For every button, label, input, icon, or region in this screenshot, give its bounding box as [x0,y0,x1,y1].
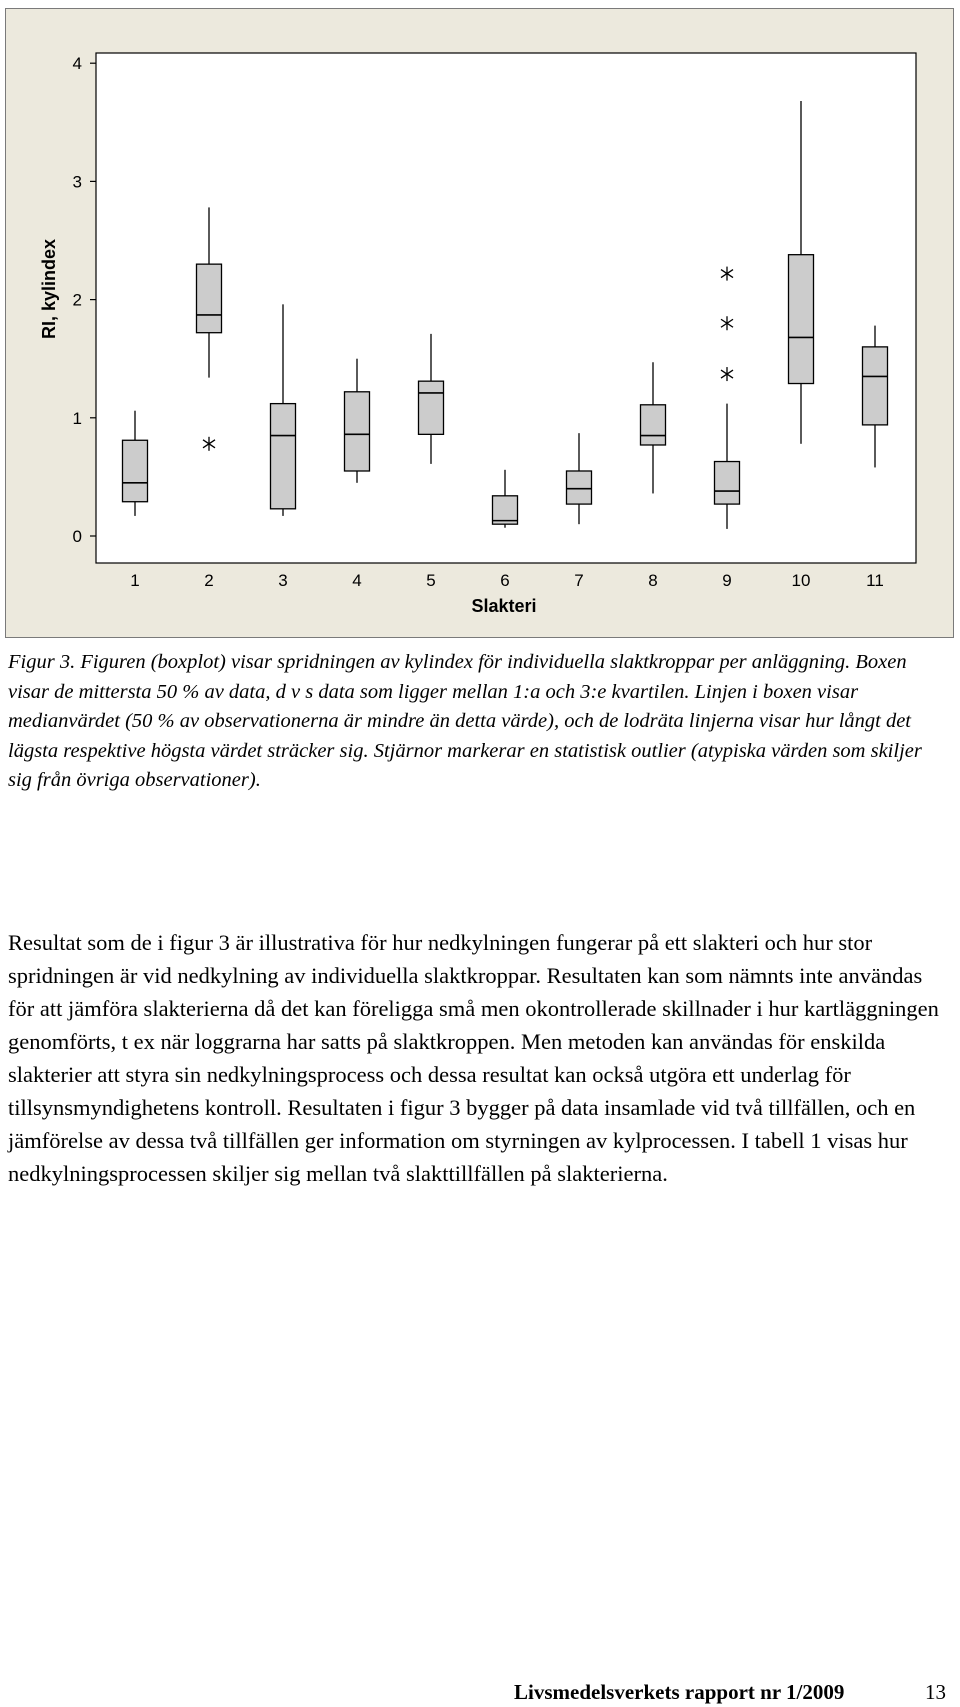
y-tick-label: 0 [72,527,82,546]
boxplot-chart [6,9,955,639]
y-tick-label: 1 [72,408,82,428]
footer-report-title: Livsmedelsverkets rapport nr 1/2009 [514,1680,845,1704]
iqr-box [197,264,222,333]
x-axis [130,571,884,590]
page-footer [0,1678,960,1706]
iqr-box [641,405,666,445]
x-tick-label: 10 [791,571,811,590]
x-tick-label: 9 [722,571,732,590]
iqr-box [863,347,888,425]
iqr-box [123,440,148,501]
x-tick-label: 11 [866,571,884,590]
page-number: 13 [925,1680,946,1704]
x-tick-label: 7 [574,571,584,590]
x-tick-label: 2 [204,571,214,590]
body-paragraph: Resultat som de i figur 3 är illustrativa för hur nedkylningen fungerar på ett slakteri och hur stor spridningen är vid nedkylning av individuella slaktkroppar. Resultaten kan som nämnts inte användas för att jämföra slakterierna då det kan föreligga små men okontrollerade skillnader i hur kartläggningen genomförts, t ex när loggrarna har satts på slaktkroppen. Men metoden kan användas för enskilda slakterier att styra sin nedkylningsprocess och dessa resultat kan också utgöra ett underlag för tillsynsmyndighetens kontroll. Resultaten i figur 3 bygger på data insamlade vid två tillfällen, och en jämförelse av dessa två tillfällen ger information om styrningen av kylprocessen. I tabell 1 visas hur nedkylningsprocessen skiljer sig mellan två slakttillfällen på slakterierna. [8,930,939,1186]
iqr-box [345,392,370,471]
x-axis-label: Slakteri [471,596,537,616]
iqr-box [567,471,592,504]
x-tick-label: 1 [130,571,140,590]
iqr-box [271,404,296,509]
x-tick-label: 5 [426,571,436,590]
iqr-box [715,462,740,505]
y-axis-label: RI, kylindex [39,238,59,340]
iqr-box [789,255,814,384]
figure-frame [5,8,954,638]
x-tick-label: 6 [500,571,510,590]
y-tick-label: 4 [72,54,82,74]
figure-caption: Figur 3. Figuren (boxplot) visar spridningen av kylindex för individuella slaktkroppar per anläggning. Boxen visar de mittersta 50 % av data, d v s data som ligger mellan 1:a och 3:e kvartilen. Linjen i boxen visar medianvärdet (50 % av observationerna är mindre än detta värde), och de lodräta linjerna visar hur långt det lägsta respektive högsta värdet sträcker sig. Stjärnor markerar en statistisk outlier (atypiska värden som skiljer sig från övriga observationer). [8,651,922,791]
x-tick-label: 3 [278,571,288,590]
x-tick-label: 4 [352,571,362,590]
y-axis [73,54,96,546]
iqr-box [419,381,444,434]
y-tick-label: 2 [72,290,82,310]
y-tick-label: 3 [72,172,82,192]
x-tick-label: 8 [648,571,658,590]
